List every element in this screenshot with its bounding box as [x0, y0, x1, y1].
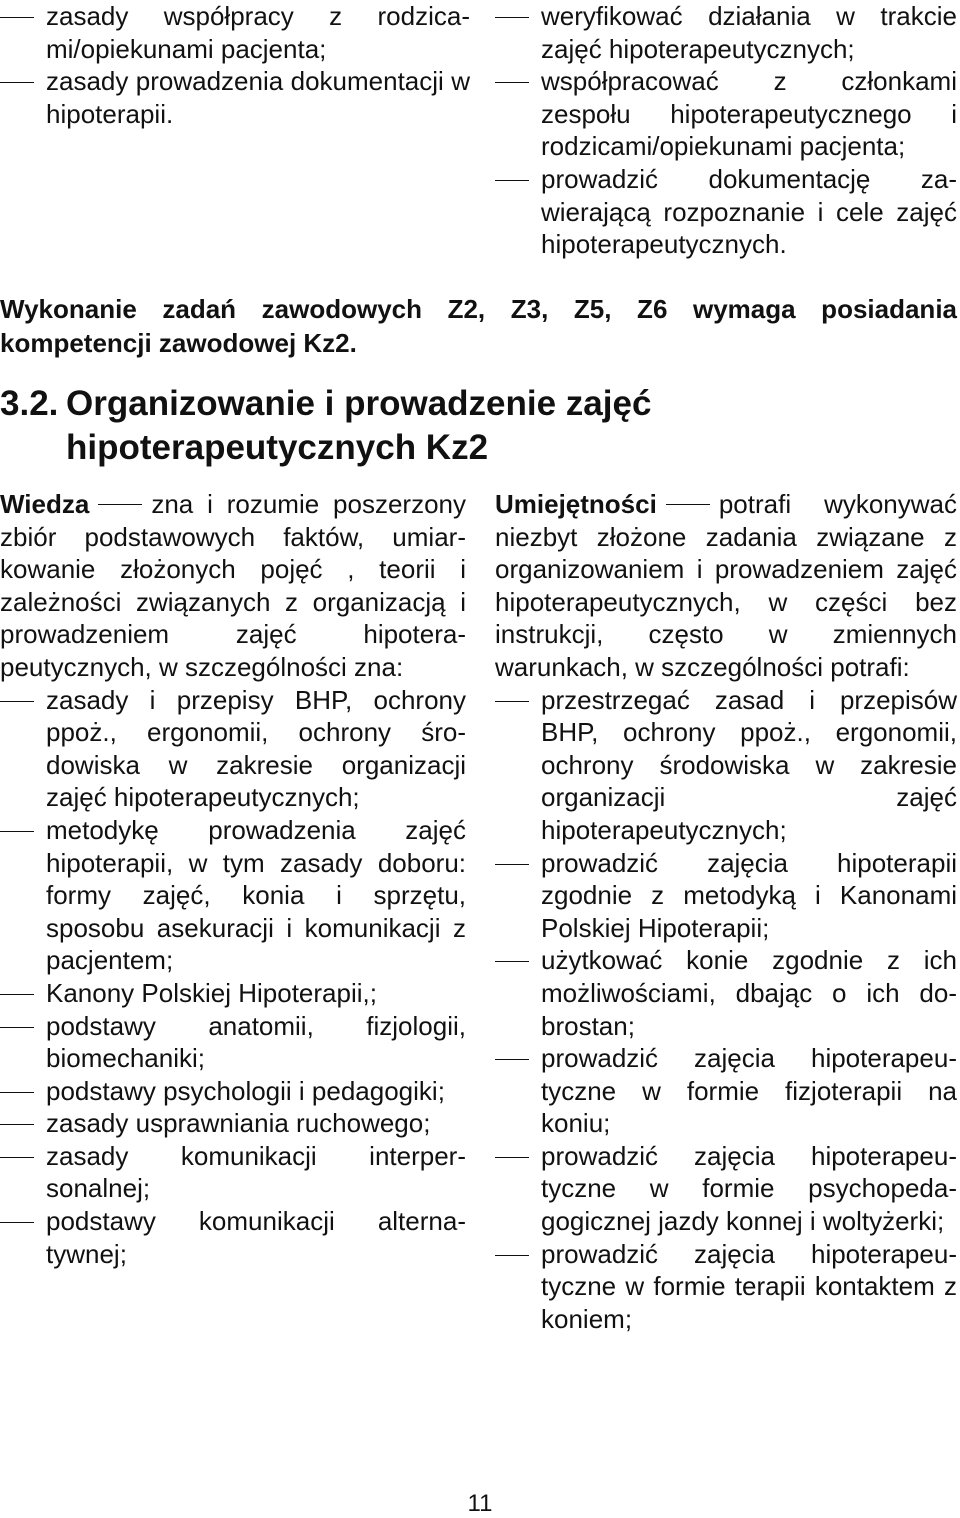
dash-separator	[98, 504, 142, 505]
list-item: metodykę prowadzenia zajęć hipoterapii, w tym zasady doboru: formy zajęć, konia i sprzętu, sposobu asekuracji i komunikacji z pacjentem;	[0, 814, 466, 977]
skills-intro-text: potrafi wykonywać niezbyt złożone zadania związane z organizowaniem i prowadzeniem zajęć hipoterapeutycznych, w części bez instrukcji, często w zmiennych warunkach, w szczególności potrafi:	[495, 489, 957, 682]
list-item: weryfikować działania w trakcie zajęć hipoterapeutycznych;	[495, 0, 957, 65]
section-title-line1: Organizowanie i prowadzenie zajęć	[66, 384, 652, 423]
dash-separator	[666, 504, 710, 505]
skills-list	[495, 684, 957, 1336]
knowledge-label: Wiedza	[0, 489, 90, 519]
list-item: użytkować konie zgodnie z ich możliwościami, dbając o ich dobrostan;	[495, 944, 957, 1042]
skills-label: Umiejętności	[495, 489, 657, 519]
section-title-line2: hipoterapeutycznych Kz2	[66, 428, 489, 467]
top-right-list	[495, 0, 957, 261]
list-item: zasady komunikacji interpersonalnej;	[0, 1140, 466, 1205]
knowledge-list	[0, 684, 466, 1271]
knowledge-column	[0, 488, 466, 1270]
competence-statement: Wykonanie zadań zawodowych Z2, Z3, Z5, Z6 wymaga posiadania kompetencji zawodowej Kz2.	[0, 294, 957, 358]
skills-intro	[495, 488, 957, 684]
list-item: podstawy psychologii i pedagogiki;	[0, 1075, 466, 1108]
list-item: prowadzić zajęcia hipoterapeutyczne w formie terapii kontaktem z koniem;	[495, 1238, 957, 1336]
list-item: zasady i przepisy BHP, ochrony ppoż., ergonomii, ochrony środowiska w zakresie organizacji zajęć hipoterapeutycznych;	[0, 684, 466, 814]
page-number: 11	[467, 1490, 493, 1517]
skills-column	[495, 488, 957, 1335]
section-number: 3.2.	[0, 384, 59, 423]
top-left-column	[0, 0, 470, 130]
list-item: prowadzić dokumentację zawierającą rozpoznanie i cele zajęć hipoterapeutycznych.	[495, 163, 957, 261]
list-item: przestrzegać zasad i przepisów BHP, ochrony ppoż., ergonomii, ochrony środowiska w zakresie organizacji zajęć hipoterapeutycznych;	[495, 684, 957, 847]
top-left-list	[0, 0, 470, 130]
list-item: prowadzić zajęcia hipoterapeutyczne w formie fizjoterapii na koniu;	[495, 1042, 957, 1140]
list-item: Kanony Polskiej Hipoterapii,;	[0, 977, 466, 1010]
list-item: współpracować z członkami zespołu hipoterapeutycznego i rodzicami/opiekunami pacjenta;	[495, 65, 957, 163]
list-item: zasady współpracy z rodzicami/opiekunami pacjenta;	[0, 0, 470, 65]
list-item: zasady prowadzenia dokumentacji w hipoterapii.	[0, 65, 470, 130]
knowledge-intro	[0, 488, 466, 684]
list-item: zasady usprawniania ruchowego;	[0, 1107, 466, 1140]
top-right-column	[495, 0, 957, 261]
knowledge-intro-text: zna i rozumie poszerzony zbiór podstawowych faktów, umiarkowanie złożonych pojęć , teorii i zależności związanych z organizacją i prowadzeniem zajęć hipoterapeutycznych, w szczególności zna:	[0, 489, 466, 682]
list-item: podstawy komunikacji alternatywnej;	[0, 1205, 466, 1270]
list-item: prowadzić zajęcia hipoterapii zgodnie z metodyką i Kanonami Polskiej Hipoterapii;	[495, 847, 957, 945]
list-item: prowadzić zajęcia hipoterapeutyczne w formie psychopedagogicznej jazdy konnej i woltyżerki;	[495, 1140, 957, 1238]
list-item: podstawy anatomii, fizjologii, biomechaniki;	[0, 1010, 466, 1075]
section-heading	[0, 382, 957, 470]
